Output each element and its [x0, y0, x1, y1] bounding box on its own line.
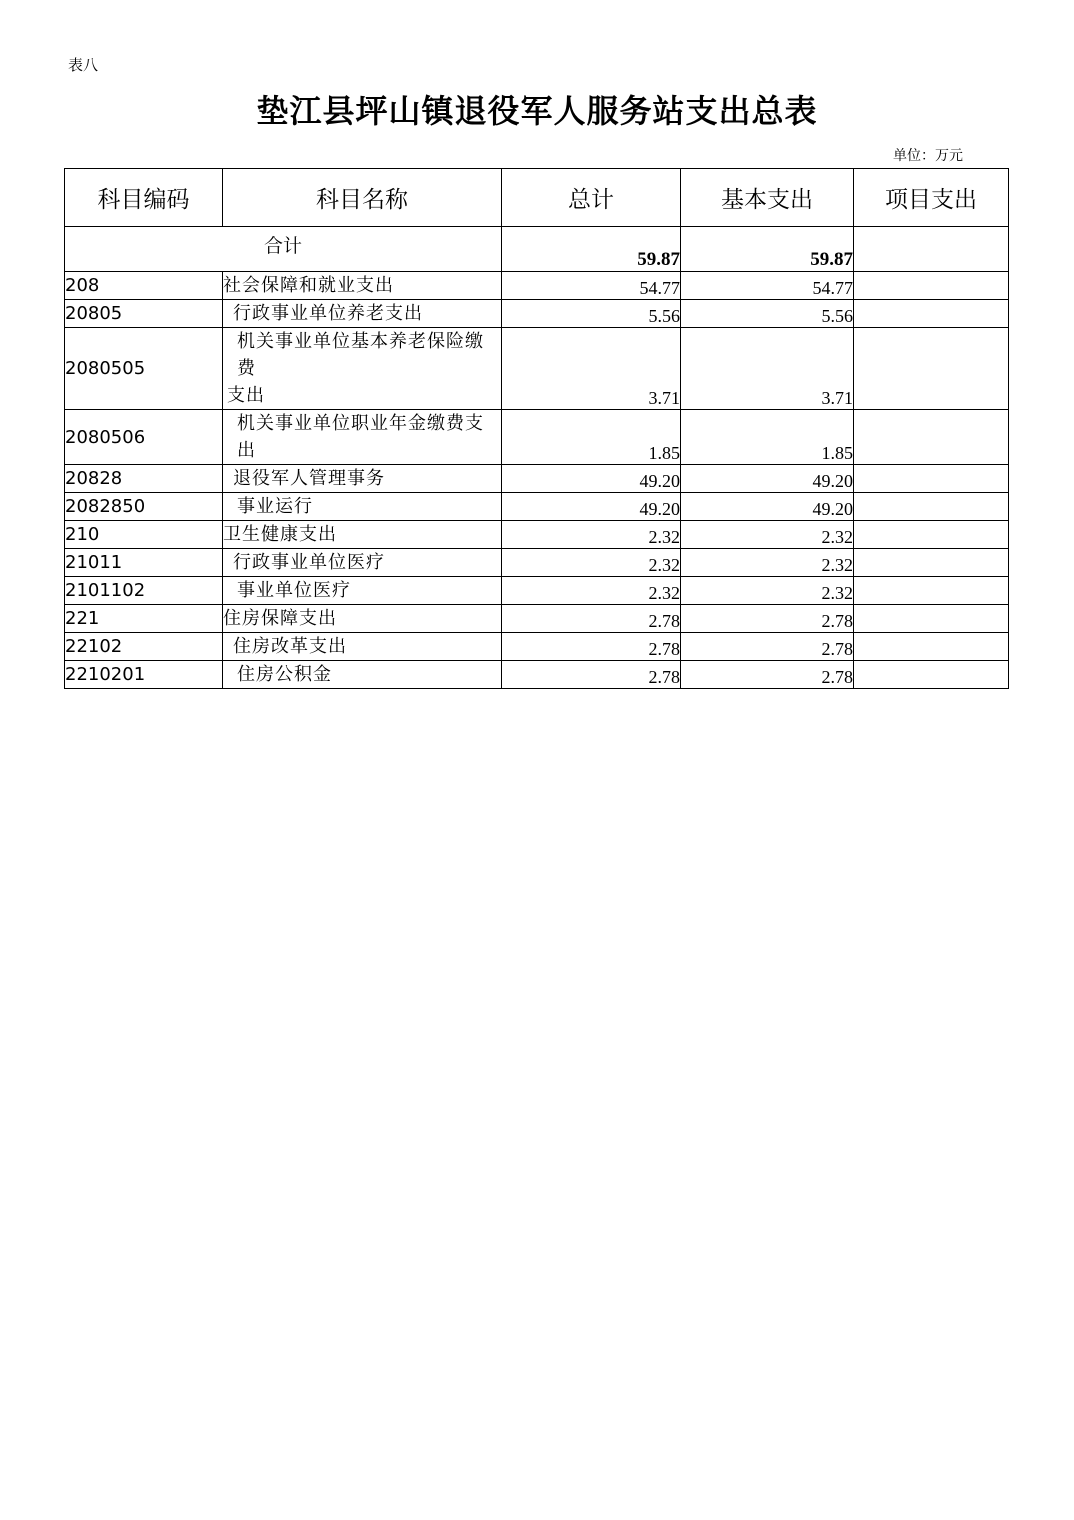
table-row	[65, 272, 1009, 300]
total-cell: 3.71	[502, 328, 681, 410]
table-row	[65, 549, 1009, 577]
project-cell	[854, 605, 1009, 633]
project-cell	[854, 410, 1009, 465]
total-cell: 2.32	[502, 549, 681, 577]
total-cell: 54.77	[502, 272, 681, 300]
total-project	[854, 227, 1009, 272]
code-cell: 2080505	[65, 328, 223, 410]
basic-cell: 2.32	[681, 549, 854, 577]
project-cell	[854, 493, 1009, 521]
code-cell: 2080506	[65, 410, 223, 465]
code-cell: 22102	[65, 633, 223, 661]
name-cell: 住房公积金	[223, 661, 502, 689]
basic-cell: 49.20	[681, 465, 854, 493]
name-cell: 事业单位医疗	[223, 577, 502, 605]
basic-cell: 54.77	[681, 272, 854, 300]
header-total: 总计	[502, 169, 681, 227]
name-cell: 事业运行	[223, 493, 502, 521]
header-name: 科目名称	[223, 169, 502, 227]
name-cell: 行政事业单位医疗	[223, 549, 502, 577]
table-row	[65, 328, 1009, 410]
basic-cell: 3.71	[681, 328, 854, 410]
project-cell	[854, 300, 1009, 328]
expense-table	[64, 168, 1009, 689]
name-cell: 退役军人管理事务	[223, 465, 502, 493]
table-row	[65, 410, 1009, 465]
project-cell	[854, 577, 1009, 605]
total-label: 合计	[65, 227, 502, 272]
table-header-row	[65, 169, 1009, 227]
header-project: 项目支出	[854, 169, 1009, 227]
table-row	[65, 493, 1009, 521]
table-row	[65, 521, 1009, 549]
code-cell: 21011	[65, 549, 223, 577]
basic-cell: 2.78	[681, 605, 854, 633]
table-row	[65, 300, 1009, 328]
header-code: 科目编码	[65, 169, 223, 227]
total-cell: 1.85	[502, 410, 681, 465]
header-basic: 基本支出	[681, 169, 854, 227]
code-cell: 20805	[65, 300, 223, 328]
project-cell	[854, 272, 1009, 300]
name-cell: 机关事业单位基本养老保险缴费 支出	[223, 328, 502, 410]
code-cell: 2101102	[65, 577, 223, 605]
page-title: 垫江县坪山镇退役军人服务站支出总表	[256, 92, 818, 130]
table-row	[65, 633, 1009, 661]
name-cell: 机关事业单位职业年金缴费支出	[223, 410, 502, 465]
total-cell: 2.32	[502, 577, 681, 605]
total-row	[65, 227, 1009, 272]
name-cell: 卫生健康支出	[223, 521, 502, 549]
total-cell: 2.78	[502, 661, 681, 689]
name-cell: 社会保障和就业支出	[223, 272, 502, 300]
name-cell: 住房改革支出	[223, 633, 502, 661]
project-cell	[854, 549, 1009, 577]
table-row	[65, 605, 1009, 633]
total-basic: 59.87	[681, 227, 854, 272]
total-cell: 2.78	[502, 605, 681, 633]
name-cell: 住房保障支出	[223, 605, 502, 633]
unit-label: 单位：万元	[893, 148, 963, 164]
code-cell: 221	[65, 605, 223, 633]
project-cell	[854, 328, 1009, 410]
total-cell: 49.20	[502, 465, 681, 493]
total-cell: 49.20	[502, 493, 681, 521]
basic-cell: 2.32	[681, 577, 854, 605]
project-cell	[854, 465, 1009, 493]
basic-cell: 5.56	[681, 300, 854, 328]
table-row	[65, 465, 1009, 493]
total-total: 59.87	[502, 227, 681, 272]
basic-cell: 2.78	[681, 633, 854, 661]
table-row	[65, 577, 1009, 605]
total-cell: 2.32	[502, 521, 681, 549]
basic-cell: 2.32	[681, 521, 854, 549]
code-cell: 210	[65, 521, 223, 549]
code-cell: 208	[65, 272, 223, 300]
code-cell: 2082850	[65, 493, 223, 521]
code-cell: 20828	[65, 465, 223, 493]
total-cell: 2.78	[502, 633, 681, 661]
project-cell	[854, 661, 1009, 689]
name-cell: 行政事业单位养老支出	[223, 300, 502, 328]
table-number: 表八	[68, 56, 99, 74]
project-cell	[854, 633, 1009, 661]
code-cell: 2210201	[65, 661, 223, 689]
basic-cell: 49.20	[681, 493, 854, 521]
table-row	[65, 661, 1009, 689]
table-body	[65, 227, 1009, 689]
project-cell	[854, 521, 1009, 549]
basic-cell: 1.85	[681, 410, 854, 465]
total-cell: 5.56	[502, 300, 681, 328]
basic-cell: 2.78	[681, 661, 854, 689]
